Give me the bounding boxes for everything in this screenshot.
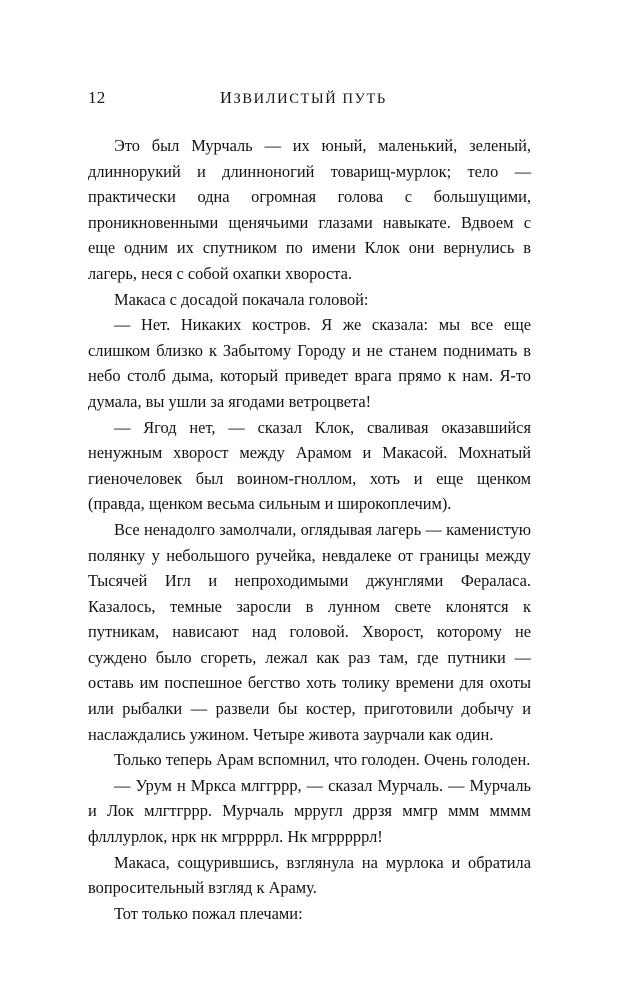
page-number: 12 <box>88 88 106 107</box>
paragraph: Это был Мурчаль — их юный, маленький, зеленый, длиннорукий и длинноногий товарищ-мурлок; тело — практически одна огромная голова с большущими, проникновенными щенячьими глазами навыкате. Вдвоем с еще одним их спутником по имени Клок они вернулись в лагерь, неся с собой охапки хвороста. <box>88 136 531 283</box>
paragraph: Все ненадолго замолчали, оглядывая лагерь — каменистую полянку у небольшого ручейка, невдалеке от границы между Тысячей Игл и непроходимыми джунглями Фераласа. Казалось, темные заросли в лунном свете клонятся к путникам, нависают над головой. Хворост, которому не суждено было сгореть, лежал как раз там, где путники — оставь им поспешное бегство хоть толику времени для охоты или рыбалки — развели бы костер, приготовили добычу и наслаждались ужином. Четыре живота заурчали как один. <box>88 519 531 744</box>
running-title-initial: И <box>220 88 234 107</box>
paragraph: — Нет. Никаких костров. Я же сказала: мы все еще слишком близко к Забытому Городу и не станем поднимать в небо столб дыма, который приведет врага прямо к нам. Я-то думала, вы ушли за ягодами ветроцвета! <box>88 315 531 411</box>
running-title <box>220 88 531 108</box>
paragraph: Макаса, сощурившись, взглянула на мурлока и обратила вопросительный взгляд к Араму. <box>88 852 531 898</box>
paragraph: — Ягод нет, — сказал Клок, сваливая оказавшийся ненужным хворост между Арамом и Макасой. Мохнатый гиеночеловек был воином-гноллом, хоть и еще щенком (правда, щенком весьма сильным и широкоплечим). <box>88 417 531 514</box>
paragraph: Макаса с досадой покачала головой: <box>114 289 369 309</box>
paragraph: Только теперь Арам вспомнил, что голоден. Очень голоден. <box>114 750 531 770</box>
paragraph: Тот только пожал плечами: <box>114 903 303 923</box>
paragraph: — Урум н Мркса млггррр, — сказал Мурчаль. — Мурчаль и Лок млгтгррр. Мурчаль мрругл дррзя ммгр ммм мммм флллурлок, нрк нк мгррррл. Нк мгрррррл! <box>88 775 531 847</box>
page-header <box>88 88 531 110</box>
body-text <box>88 133 531 926</box>
running-title-rest: ЗВИЛИСТЫЙ ПУТЬ <box>233 91 387 107</box>
